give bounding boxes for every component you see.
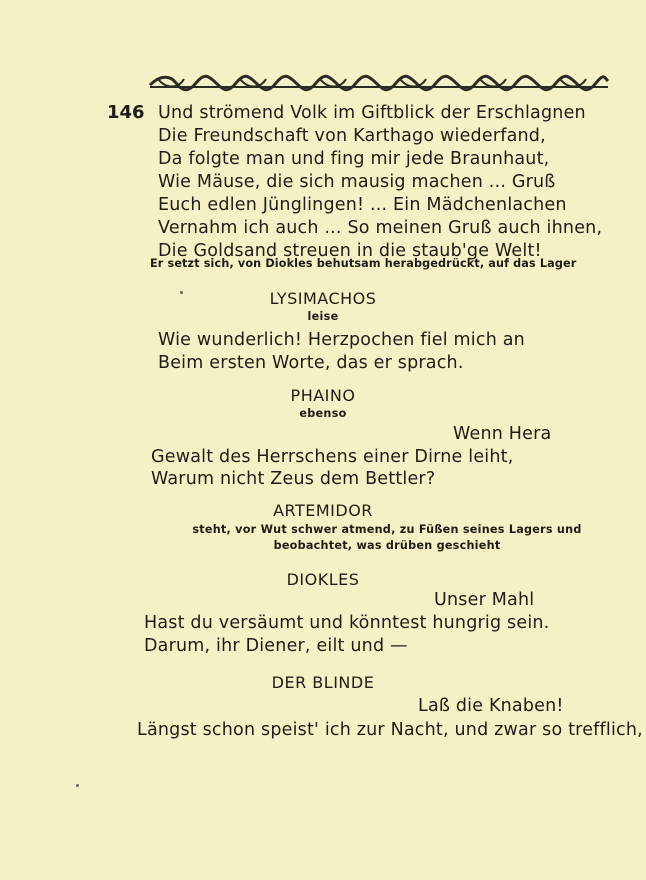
stage-direction: leise bbox=[307, 310, 339, 323]
speaker-name: DIOKLES bbox=[286, 570, 360, 589]
decorative-border-ornament bbox=[148, 73, 610, 95]
verse-line: Warum nicht Zeus dem Bettler? bbox=[151, 469, 436, 489]
verse-line: Beim ersten Worte, das er sprach. bbox=[158, 353, 464, 373]
line-number: 146 bbox=[107, 102, 145, 123]
verse-line: Wie wunderlich! Herzpochen fiel mich an bbox=[158, 330, 525, 350]
verse-line: Laß die Knaben! bbox=[418, 696, 564, 716]
stage-direction: steht, vor Wut schwer atmend, zu Füßen seines Lagers und bbox=[192, 523, 582, 536]
verse-line: Längst schon speist' ich zur Nacht, und zwar so trefflich, bbox=[137, 720, 643, 740]
verse-line: Wie Mäuse, die sich mausig machen ... Gruß bbox=[158, 172, 556, 192]
verse-line: Da folgte man und fing mir jede Braunhaut, bbox=[158, 149, 550, 169]
verse-line: Unser Mahl bbox=[434, 590, 535, 610]
verse-line: Die Freundschaft von Karthago wiederfand, bbox=[158, 126, 546, 146]
verse-line: Darum, ihr Diener, eilt und — bbox=[144, 636, 408, 656]
verse-line: Vernahm ich auch ... So meinen Gruß auch ihnen, bbox=[158, 218, 603, 238]
stage-direction: Er setzt sich, von Diokles behutsam herabgedrückt, auf das Lager bbox=[150, 257, 577, 270]
speaker-name: PHAINO bbox=[290, 386, 356, 405]
verse-line: Hast du versäumt und könntest hungrig sein. bbox=[144, 613, 550, 633]
verse-line: Und strömend Volk im Giftblick der Erschlagnen bbox=[158, 103, 586, 123]
speaker-name: ARTEMIDOR bbox=[273, 501, 373, 520]
speaker-name: DER BLINDE bbox=[271, 673, 375, 692]
verse-line: Die Goldsand streuen in die staub'ge Welt! bbox=[158, 241, 542, 261]
verse-line: Euch edlen Jünglingen! ... Ein Mädchenlachen bbox=[158, 195, 567, 215]
stage-direction: ebenso bbox=[299, 407, 347, 420]
verse-line: Wenn Hera bbox=[453, 424, 552, 444]
speaker-name: LYSIMACHOS bbox=[269, 289, 377, 308]
verse-line: Gewalt des Herrschens einer Dirne leiht, bbox=[151, 447, 514, 467]
stage-direction: beobachtet, was drüben geschieht bbox=[273, 539, 501, 552]
speck bbox=[76, 784, 79, 787]
